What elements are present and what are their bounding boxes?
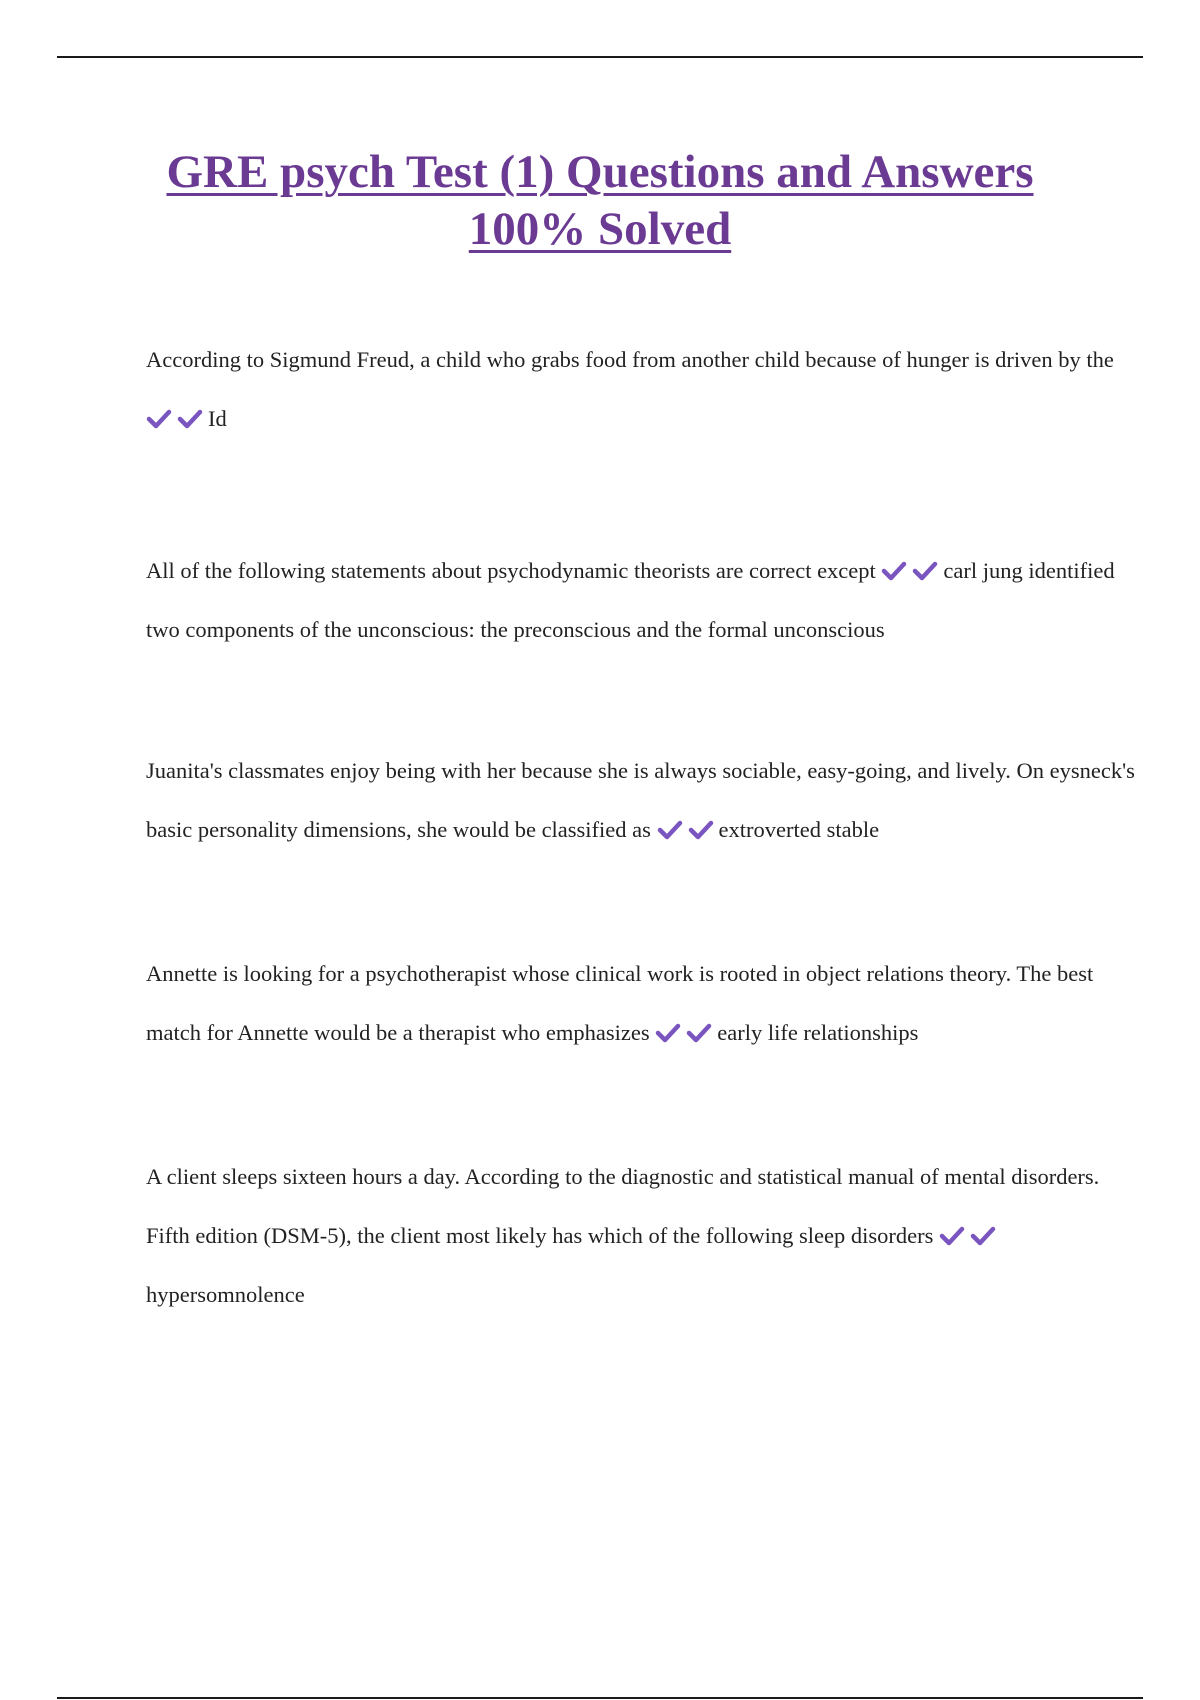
- qa-item: [146, 741, 1146, 859]
- answer-text: Id: [208, 406, 227, 431]
- answer-text: early life relationships: [717, 1020, 919, 1045]
- answer-text: extroverted stable: [718, 817, 880, 842]
- question-text: Juanita's classmates enjoy being with her because she is always sociable, easy-going, and lively. On eysneck's basic personality dimensions, she would be classified as: [146, 758, 1135, 842]
- answer-text: hypersomnolence: [146, 1282, 305, 1307]
- check-icon: [912, 560, 938, 582]
- bottom-rule: [57, 1697, 1143, 1699]
- question-text: Annette is looking for a psychotherapist whose clinical work is rooted in object relations theory. The best match for Annette would be a therapist who emphasizes: [146, 961, 1094, 1045]
- qa-item: [146, 944, 1146, 1062]
- check-icon: [146, 408, 172, 430]
- title-line-2: 100% Solved: [468, 203, 732, 255]
- qa-item: [146, 330, 1146, 448]
- check-icon: [177, 408, 203, 430]
- check-icon: [970, 1225, 996, 1247]
- top-rule: [57, 56, 1143, 58]
- question-text: All of the following statements about psychodynamic theorists are correct except: [146, 558, 876, 583]
- qa-list: [146, 330, 1146, 1324]
- qa-item: [146, 1147, 1146, 1324]
- qa-item: [146, 541, 1146, 659]
- check-icon: [939, 1225, 965, 1247]
- document-title: [100, 144, 1100, 258]
- check-icon: [655, 1022, 681, 1044]
- check-icon: [881, 560, 907, 582]
- question-text: A client sleeps sixteen hours a day. According to the diagnostic and statistical manual of mental disorders. Fifth edition (DSM-5), the client most likely has which of the following sleep disorders: [146, 1164, 1100, 1248]
- question-text: According to Sigmund Freud, a child who grabs food from another child because of hunger is driven by the: [146, 347, 1114, 372]
- check-icon: [688, 819, 714, 841]
- check-icon: [686, 1022, 712, 1044]
- title-line-1: GRE psych Test (1) Questions and Answers: [166, 146, 1034, 198]
- check-icon: [657, 819, 683, 841]
- answer-text: carl jung identified two components of the unconscious: the preconscious and the formal unconscious: [146, 558, 1115, 642]
